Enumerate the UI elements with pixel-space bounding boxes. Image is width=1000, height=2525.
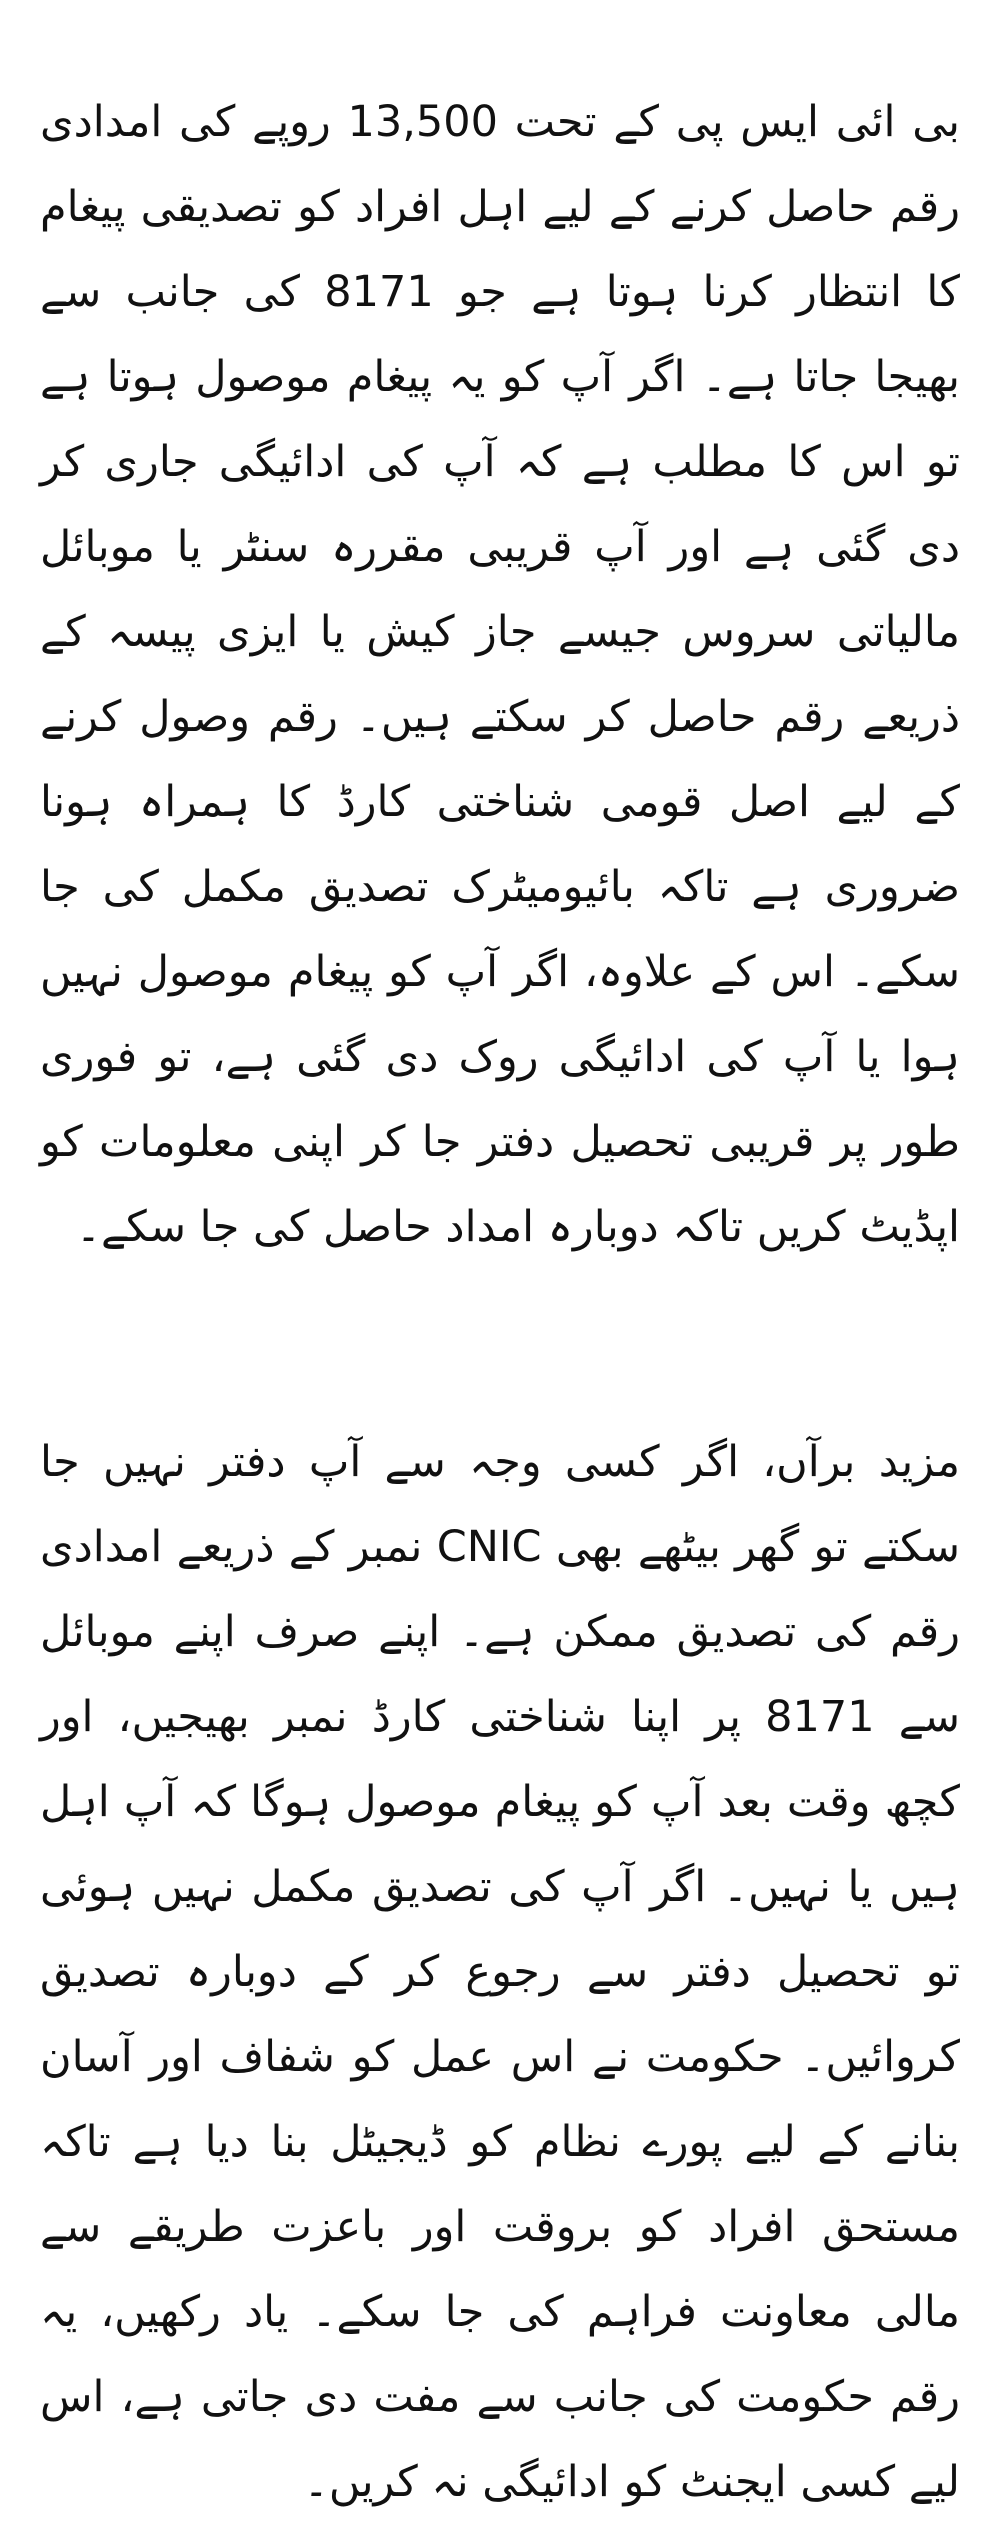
paragraph-spacer	[40, 1270, 960, 1420]
paragraph-cnic-verification: مزید برآں، اگر کسی وجہ سے آپ دفتر نہیں جا سکتے تو گھر بیٹھے بھی CNIC نمبر کے ذریعے امدادی رقم کی تصدیق ممکن ہے۔ اپنے صرف اپنے موبائل سے 8171 پر اپنا شناختی کارڈ نمبر بھیجیں، اور کچھ وقت بعد آپ کو پیغام موصول ہوگا کہ آپ اہل ہیں یا نہیں۔ اگر آپ کی تصدیق مکمل نہیں ہوئی تو تحصیل دفتر سے رجوع کر کے دوبارہ تصدیق کروائیں۔ حکومت نے اس عمل کو شفاف اور آسان بنانے کے لیے پورے نظام کو ڈیجیٹل بنا دیا ہے تاکہ مستحق افراد کو بروقت اور باعزت طریقے سے مالی معاونت فراہم کی جا سکے۔ یاد رکھیں، یہ رقم حکومت کی جانب سے مفت دی جاتی ہے، اس لیے کسی ایجنٹ کو ادائیگی نہ کریں۔	[40, 1437, 960, 2507]
article-body	[40, 80, 960, 2525]
paragraph-payment-verification: بی ائی ایس پی کے تحت 13,500 روپے کی امدادی رقم حاصل کرنے کے لیے اہل افراد کو تصدیقی پیغام کا انتظار کرنا ہوتا ہے جو 8171 کی جانب سے بھیجا جاتا ہے۔ اگر آپ کو یہ پیغام موصول ہوتا ہے تو اس کا مطلب ہے کہ آپ کی ادائیگی جاری کر دی گئی ہے اور آپ قریبی مقررہ سنٹر یا موبائل مالیاتی سروس جیسے جاز کیش یا ایزی پیسہ کے ذریعے رقم حاصل کر سکتے ہیں۔ رقم وصول کرنے کے لیے اصل قومی شناختی کارڈ کا ہمراہ ہونا ضروری ہے تاکہ بائیومیٹرک تصدیق مکمل کی جا سکے۔ اس کے علاوہ، اگر آپ کو پیغام موصول نہیں ہوا یا آپ کی ادائیگی روک دی گئی ہے، تو فوری طور پر قریبی تحصیل دفتر جا کر اپنی معلومات کو اپڈیٹ کریں تاکہ دوبارہ امداد حاصل کی جا سکے۔	[40, 97, 961, 1252]
